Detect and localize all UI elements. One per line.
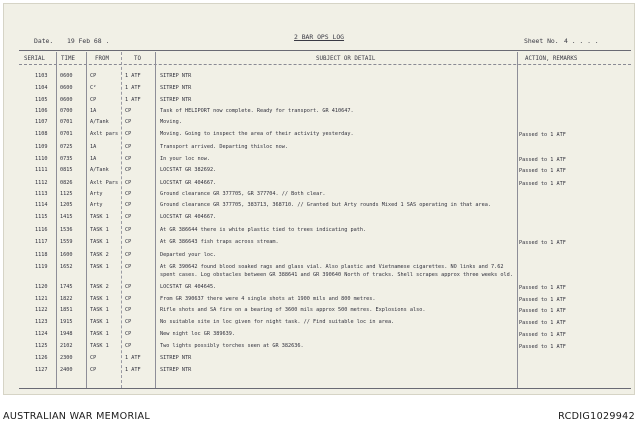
column-divider xyxy=(56,52,57,388)
row-time: 0600 xyxy=(60,97,73,103)
row-to: CP xyxy=(125,264,132,270)
row-time: 1822 xyxy=(60,296,73,302)
row-serial: 1125 xyxy=(35,343,48,349)
row-from: 1A xyxy=(90,108,97,114)
row-subject: Ground clearance GR 377705, 383713, 368710. // Granted but Arty rounds Mixed 1 SAS operating in that area. xyxy=(160,202,492,208)
column-header-from: FROM xyxy=(95,56,109,62)
row-from: Arty xyxy=(90,191,103,197)
column-header-subject: SUBJECT OR DETAIL xyxy=(316,56,376,62)
row-time: 1205 xyxy=(60,202,73,208)
row-subject: Two lights possibly torches seen at GR 382636. xyxy=(160,343,304,349)
row-time: 0735 xyxy=(60,156,73,162)
row-from: TASK 2 xyxy=(90,284,109,290)
row-to: CP xyxy=(125,227,132,233)
row-to: CP xyxy=(125,307,132,313)
row-action: Passed to 1 ATF xyxy=(519,332,566,338)
row-subject: LOCSTAT GR 404667. xyxy=(160,180,217,186)
row-from: A/Tank xyxy=(90,119,109,125)
row-time: 1851 xyxy=(60,307,73,313)
row-time: 1125 xyxy=(60,191,73,197)
row-time: 0701 xyxy=(60,131,73,137)
row-from: Axlt pars xyxy=(90,131,119,137)
row-subject: SITREP NTR xyxy=(160,97,192,103)
row-from: 1A xyxy=(90,144,97,150)
row-from: Arty xyxy=(90,202,103,208)
row-subject: Ground clearance GR 377705, GR 377704. // Both clear. xyxy=(160,191,326,197)
row-serial: 1106 xyxy=(35,108,48,114)
row-serial: 1121 xyxy=(35,296,48,302)
column-divider xyxy=(155,52,156,388)
row-serial: 1119 xyxy=(35,264,48,270)
row-from: CP xyxy=(90,97,97,103)
row-to: CP xyxy=(125,331,132,337)
row-serial: 1108 xyxy=(35,131,48,137)
row-to: CP xyxy=(125,144,132,150)
row-from: CP xyxy=(90,73,97,79)
row-to: CP xyxy=(125,119,132,125)
column-divider xyxy=(86,52,87,388)
row-from: 1A xyxy=(90,156,97,162)
row-to: 1 ATF xyxy=(125,367,141,373)
row-time: 0600 xyxy=(60,73,73,79)
row-subject: LOCSTAT GR 404667. xyxy=(160,214,217,220)
row-time: 2102 xyxy=(60,343,73,349)
footer-institution: AUSTRALIAN WAR MEMORIAL xyxy=(3,411,151,422)
row-serial: 1116 xyxy=(35,227,48,233)
date-value: 19 Feb 68 . xyxy=(67,37,110,45)
row-action: Passed to 1 ATF xyxy=(519,297,566,303)
row-from: CP xyxy=(90,355,97,361)
table-top-rule xyxy=(19,50,631,51)
column-header-action: ACTION, REMARKS xyxy=(525,56,578,62)
row-to: CP xyxy=(125,284,132,290)
row-from: C² xyxy=(90,85,97,91)
row-serial: 1112 xyxy=(35,180,48,186)
row-time: 0815 xyxy=(60,167,73,173)
row-subject: In your loc now. xyxy=(160,156,210,162)
row-serial: 1103 xyxy=(35,73,48,79)
row-to: CP xyxy=(125,180,132,186)
row-to: CP xyxy=(125,108,132,114)
row-serial: 1122 xyxy=(35,307,48,313)
row-action: Passed to 1 ATF xyxy=(519,168,566,174)
row-from: TASK 1 xyxy=(90,296,109,302)
row-serial: 1120 xyxy=(35,284,48,290)
row-action: Passed to 1 ATF xyxy=(519,344,566,350)
row-subject: No suitable site in loc given for night task. // Find suitable loc in area. xyxy=(160,319,395,325)
row-subject: SITREP NTR xyxy=(160,355,192,361)
row-action: Passed to 1 ATF xyxy=(519,181,566,187)
row-action: Passed to 1 ATF xyxy=(519,285,566,291)
date-label: Date. xyxy=(34,37,54,45)
row-to: CP xyxy=(125,319,132,325)
row-action: Passed to 1 ATF xyxy=(519,132,566,138)
row-action: Passed to 1 ATF xyxy=(519,240,566,246)
row-subject: At GR 386644 there is white plastic tied to trees indicating path. xyxy=(160,227,367,233)
log-title: 2 BAR OPS LOG xyxy=(294,33,345,41)
row-to: CP xyxy=(125,202,132,208)
row-time: 1745 xyxy=(60,284,73,290)
row-from: TASK 1 xyxy=(90,214,109,220)
row-time: 2400 xyxy=(60,367,73,373)
row-time: 0701 xyxy=(60,119,73,125)
sheet-value: 4 . . . . xyxy=(564,37,599,45)
row-time: 1652 xyxy=(60,264,73,270)
row-time: 2300 xyxy=(60,355,73,361)
row-to: CP xyxy=(125,214,132,220)
row-action: Passed to 1 ATF xyxy=(519,320,566,326)
row-subject: SITREP NTR xyxy=(160,73,192,79)
row-action: Passed to 1 ATF xyxy=(519,157,566,163)
row-subject: LOCSTAT GR 404645. xyxy=(160,284,217,290)
row-subject: Task of HELIPORT now complete. Ready for transport. GR 410647. xyxy=(160,108,354,114)
row-serial: 1111 xyxy=(35,167,48,173)
row-serial: 1114 xyxy=(35,202,48,208)
row-to: CP xyxy=(125,191,132,197)
row-serial: 1107 xyxy=(35,119,48,125)
row-subject: New night loc GR 389639. xyxy=(160,331,235,337)
row-time: 1915 xyxy=(60,319,73,325)
row-from: TASK 1 xyxy=(90,343,109,349)
header-separator xyxy=(19,64,631,65)
table-bottom-rule xyxy=(19,388,631,389)
row-to: CP xyxy=(125,156,132,162)
column-header-to: TO xyxy=(134,56,141,62)
row-serial: 1113 xyxy=(35,191,48,197)
row-subject: At GR 390642 found blood soaked rags and glass vial. Also plastic and Vietnamese cigarettes. NO links and 7.62 spent cases. Log obstacles between GR 388641 and GR 390640 North of tracks. Shell scrapes approx three weeks old. xyxy=(160,264,513,278)
row-time: 1536 xyxy=(60,227,73,233)
row-serial: 1117 xyxy=(35,239,48,245)
row-subject: LOCSTAT GR 382692. xyxy=(160,167,217,173)
row-subject: Transport arrived. Departing thisloc now. xyxy=(160,144,289,150)
row-time: 0600 xyxy=(60,85,73,91)
row-action: Passed to 1 ATF xyxy=(519,308,566,314)
sheet-label: Sheet No. xyxy=(524,37,559,45)
row-to: 1 ATF xyxy=(125,85,141,91)
row-serial: 1105 xyxy=(35,97,48,103)
row-time: 0826 xyxy=(60,180,73,186)
row-from: TASK 2 xyxy=(90,252,109,258)
row-serial: 1104 xyxy=(35,85,48,91)
row-time: 1948 xyxy=(60,331,73,337)
row-serial: 1109 xyxy=(35,144,48,150)
row-serial: 1110 xyxy=(35,156,48,162)
row-to: CP xyxy=(125,252,132,258)
footer-record-id: RCDIG1029942 xyxy=(558,411,635,422)
row-serial: 1126 xyxy=(35,355,48,361)
row-to: 1 ATF xyxy=(125,355,141,361)
row-from: TASK 1 xyxy=(90,331,109,337)
row-subject: SITREP NTR xyxy=(160,85,192,91)
row-subject: At GR 386643 fish traps across stream. xyxy=(160,239,279,245)
column-header-serial: SERIAL xyxy=(24,56,45,62)
row-from: CP xyxy=(90,367,97,373)
row-to: CP xyxy=(125,131,132,137)
row-to: 1 ATF xyxy=(125,73,141,79)
row-from: TASK 1 xyxy=(90,227,109,233)
row-to: CP xyxy=(125,239,132,245)
row-to: CP xyxy=(125,167,132,173)
row-subject: From GR 390637 there were 4 single shots at 1900 mils and 800 metres. xyxy=(160,296,376,302)
row-subject: Moving. Going to inspect the area of their activity yesterday. xyxy=(160,131,354,137)
row-serial: 1115 xyxy=(35,214,48,220)
row-to: 1 ATF xyxy=(125,97,141,103)
row-time: 1559 xyxy=(60,239,73,245)
row-from: TASK 1 xyxy=(90,319,109,325)
row-from: TASK 1 xyxy=(90,239,109,245)
row-from: Axlt Pars xyxy=(90,180,119,186)
row-subject: Rifle shots and SA fire on a bearing of 3600 mils approx 500 metres. Explosions also. xyxy=(160,307,426,313)
row-serial: 1124 xyxy=(35,331,48,337)
row-from: TASK 1 xyxy=(90,307,109,313)
row-subject: SITREP NTR xyxy=(160,367,192,373)
row-time: 0700 xyxy=(60,108,73,114)
column-divider xyxy=(121,52,122,388)
row-time: 1415 xyxy=(60,214,73,220)
row-to: CP xyxy=(125,343,132,349)
column-header-time: TIME xyxy=(61,56,75,62)
row-serial: 1127 xyxy=(35,367,48,373)
row-serial: 1123 xyxy=(35,319,48,325)
row-from: TASK 1 xyxy=(90,264,109,270)
row-serial: 1118 xyxy=(35,252,48,258)
log-sheet xyxy=(3,3,635,395)
row-from: A/Tank xyxy=(90,167,109,173)
row-to: CP xyxy=(125,296,132,302)
row-time: 1600 xyxy=(60,252,73,258)
row-subject: Moving. xyxy=(160,119,182,125)
row-subject: Departed your loc. xyxy=(160,252,217,258)
row-time: 0725 xyxy=(60,144,73,150)
